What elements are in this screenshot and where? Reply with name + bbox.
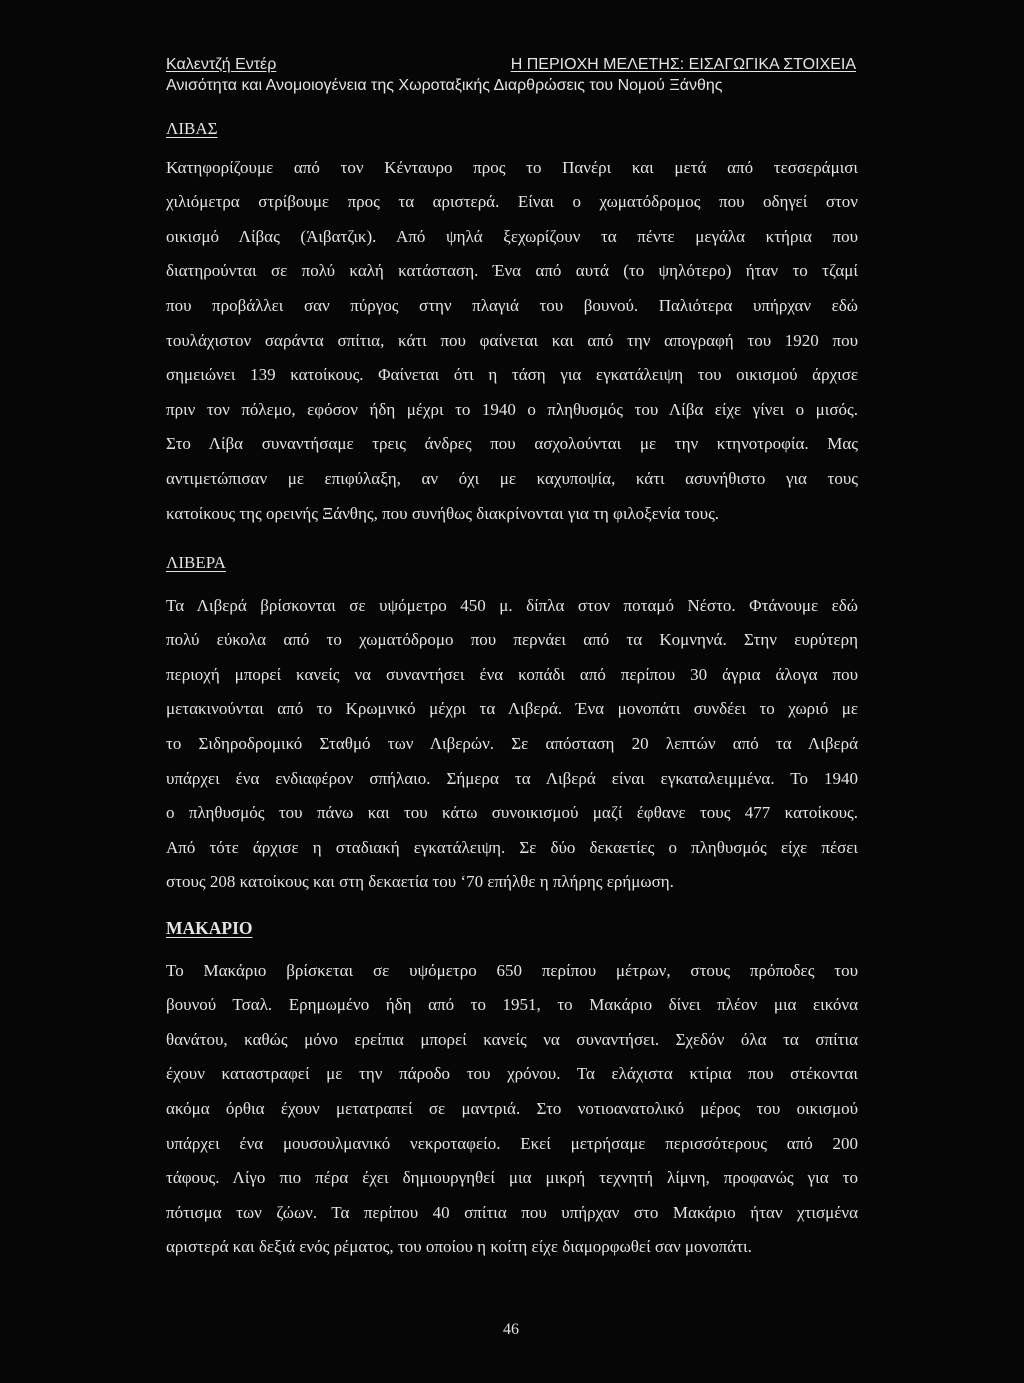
text-line: υπάρχει ένα μουσουλμανικό νεκροταφείο. Εκεί μετρήσαμε περισσότερους από 200 — [166, 1133, 858, 1153]
text-line: υπάρχει ένα ενδιαφέρον σπήλαιο. Σήμερα τα Λιβερά είναι εγκαταλειμμένα. Το 1940 — [166, 768, 858, 788]
text-line: οικισμό Λίβας (Άιβατζικ). Από ψηλά ξεχωρίζουν τα πέντε μεγάλα κτήρια που — [166, 226, 858, 246]
text-line: το Σιδηροδρομικό Σταθμό των Λιβερών. Σε απόσταση 20 λεπτών από τα Λιβερά — [166, 734, 858, 754]
text-line: πολύ εύκολα από το χωματόδρομο που περνάει από τα Κομνηνά. Στην ευρύτερη — [166, 630, 858, 650]
header-subtitle: Ανισότητα και Ανομοιογένεια της Χωροταξικής Διαρθρώσεις του Νομού Ξάνθης — [166, 77, 723, 94]
paragraph-makario — [166, 954, 858, 1265]
section-heading-makario: ΜΑΚΑΡΙΟ — [166, 918, 253, 938]
text-line: πότισμα των ζώων. Τα περίπου 40 σπίτια που υπήρχαν στο Μακάριο ήταν χτισμένα — [166, 1202, 858, 1222]
page-number: 46 — [503, 1321, 519, 1338]
text-line: ακόμα όρθια έχουν μετατραπεί σε μαντριά. Στο νοτιοανατολικό μέρος του οικισμού — [166, 1099, 858, 1119]
text-line: αριστερά και δεξιά ενός ρέματος, του οποίου η κοίτη είχε διαμορφωθεί σαν μονοπάτι. — [166, 1237, 752, 1257]
header-author: Καλεντζή Εντέρ — [166, 56, 277, 73]
text-line: Κατηφορίζουμε από τον Κένταυρο προς το Πανέρι και μετά από τεσσεράμισι — [166, 157, 858, 177]
text-line: έχουν καταστραφεί με την πάροδο του χρόνου. Τα ελάχιστα κτίρια που στέκονται — [166, 1064, 858, 1084]
text-line: αντιμετώπισαν με επιφύλαξη, αν όχι με καχυποψία, κάτι ασυνήθιστο για τους — [166, 469, 858, 489]
text-line: θανάτου, καθώς μόνο ερείπια μπορεί κανείς να συναντήσει. Σχεδόν όλα τα σπίτια — [166, 1029, 858, 1049]
text-line: διατηρούνται σε πολύ καλή κατάσταση. Ένα από αυτά (το ψηλότερο) ήταν το τζαμί — [166, 261, 858, 281]
text-line: πριν τον πόλεμο, εφόσον ήδη μέχρι το 1940 ο πληθυσμός του Λίβα είχε γίνει ο μισός. — [166, 399, 858, 419]
header-section-title: Η ΠΕΡΙΟΧΗ ΜΕΛΕΤΗΣ: ΕΙΣΑΓΩΓΙΚΑ ΣΤΟΙΧΕΙΑ — [510, 56, 856, 73]
text-line: στους 208 κατοίκους και στη δεκαετία του ‘70 επήλθε η πλήρης ερήμωση. — [166, 872, 674, 892]
text-line: Τα Λιβερά βρίσκονται σε υψόμετρο 450 μ. δίπλα στον ποταμό Νέστο. Φτάνουμε εδώ — [166, 595, 858, 615]
text-line: ο πληθυσμός του πάνω και του κάτω συνοικισμού μαζί έφθανε τους 477 κατοίκους. — [166, 803, 858, 823]
paragraph-livas — [166, 151, 858, 532]
text-line: Από τότε άρχισε η σταδιακή εγκατάλειψη. Σε δύο δεκαετίες ο πληθυσμός είχε πέσει — [166, 837, 858, 857]
text-line: περιοχή μπορεί κανείς να συναντήσει ένα κοπάδι από περίπου 30 άγρια άλογα που — [166, 664, 858, 684]
text-line: Στο Λίβα συναντήσαμε τρεις άνδρες που ασχολούνται με την κτηνοτροφία. Μας — [166, 434, 858, 454]
text-line: τάφους. Λίγο πιο πέρα έχει δημιουργηθεί μια μικρή τεχνητή λίμνη, προφανώς για το — [166, 1168, 858, 1188]
paragraph-livera — [166, 589, 858, 900]
text-line: Το Μακάριο βρίσκεται σε υψόμετρο 650 περίπου μέτρων, στους πρόποδες του — [166, 960, 858, 980]
text-line: που προβάλλει σαν πύργος στην πλαγιά του βουνού. Παλιότερα υπήρχαν εδώ — [166, 296, 858, 316]
text-line: σημειώνει 139 κατοίκους. Φαίνεται ότι η τάση για εγκατάλειψη του οικισμού άρχισε — [166, 365, 858, 385]
text-line: χιλιόμετρα στρίβουμε προς τα αριστερά. Είναι ο χωματόδρομος που οδηγεί στον — [166, 192, 858, 212]
text-line: κατοίκους της ορεινής Ξάνθης, που συνήθως διακρίνονται για τη φιλοξενία τους. — [166, 503, 720, 523]
section-heading-livera: ΛΙΒΕΡΑ — [166, 553, 226, 572]
text-line: μετακινούνται από το Κρωμνικό μέχρι τα Λιβερά. Ένα μονοπάτι συνδέει το χωριό με — [166, 699, 858, 719]
text-line: βουνού Τσαλ. Ερημωμένο ήδη από το 1951, το Μακάριο δίνει πλέον μια εικόνα — [166, 995, 858, 1015]
section-heading-livas: ΛΙΒΑΣ — [166, 119, 218, 138]
text-line: τουλάχιστον σαράντα σπίτια, κάτι που φαίνεται και από την απογραφή του 1920 που — [166, 330, 858, 350]
